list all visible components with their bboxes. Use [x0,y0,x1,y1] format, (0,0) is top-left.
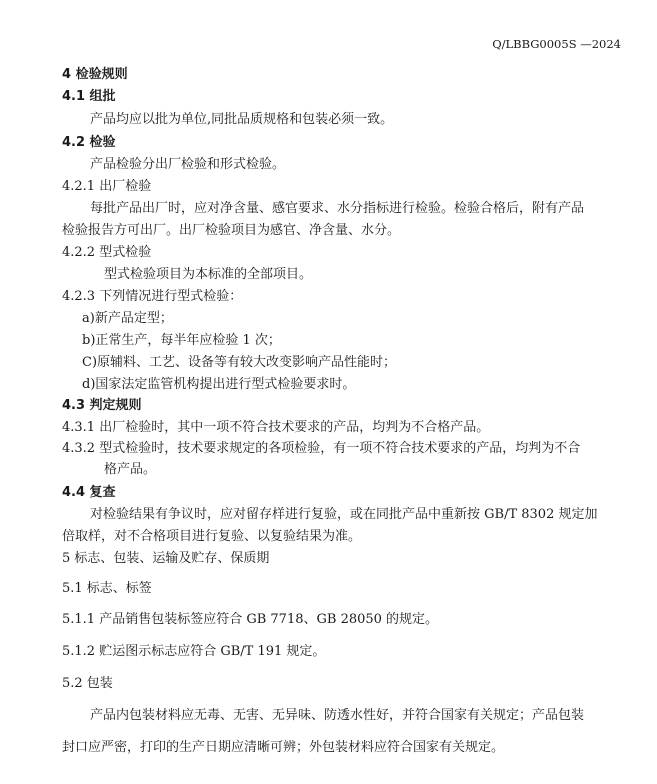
paragraph-line: 检验报告方可出厂。出厂检验项目为感官、净含量、水分。 [62,223,401,238]
standard-code: Q/LBBG0005S —2024 [492,37,621,51]
section-5-heading: 5 标志、包装、运输及贮存、保质期 [62,551,270,566]
section-5-1-heading: 5.1 标志、标签 [62,581,152,596]
subsection-4-2-1: 4.2.1 出厂检验 [62,179,152,194]
paragraph-line: 型式检验项目为本标准的全部项目。 [104,267,313,282]
section-4-2-heading: 4.2 检验 [62,135,116,150]
subsection-4-3-1: 4.3.1 出厂检验时，其中一项不符合技术要求的产品，均判为不合格产品。 [62,420,490,435]
paragraph-line: 格产品。 [104,462,157,477]
section-4-3-heading: 4.3 判定规则 [62,398,142,413]
paragraph-line: 每批产品出厂时，应对净含量、感官要求、水分指标进行检验。检验合格后，附有产品 [90,201,585,216]
section-4-4-heading: 4.4 复查 [62,485,116,500]
subsection-4-3-2: 4.3.2 型式检验时，技术要求规定的各项检验，有一项不符合技术要求的产品，均判为不合 [62,441,581,456]
subsection-5-1-2: 5.1.2 贮运图示标志应符合 GB/T 191 规定。 [62,644,326,659]
list-item: a)新产品定型； [82,311,173,326]
paragraph-line: 封口应严密，打印的生产日期应清晰可辨；外包装材料应符合国家有关规定。 [62,740,505,755]
section-4-1-heading: 4.1 组批 [62,89,116,104]
paragraph-line: 产品内包装材料应无毒、无害、无异味、防透水性好，并符合国家有关规定；产品包装 [90,708,585,723]
section-5-2-heading: 5.2 包装 [62,676,113,691]
paragraph-line: 对检验结果有争议时，应对留存样进行复验，或在同批产品中重新按 GB/T 8302 规定加 [90,507,598,522]
paragraph-line: 产品检验分出厂检验和形式检验。 [90,157,286,172]
subsection-4-2-2: 4.2.2 型式检验 [62,245,152,260]
subsection-4-2-3: 4.2.3 下列情况进行型式检验： [62,289,243,304]
section-4-heading: 4 检验规则 [62,67,128,82]
list-item: d)国家法定监管机构提出进行型式检验要求时。 [82,377,356,392]
list-item: C)原辅料、工艺、设备等有较大改变影响产品性能时； [82,355,397,370]
paragraph-line: 产品均应以批为单位,同批品质规格和包装必须一致。 [90,112,394,127]
paragraph-line: 倍取样，对不合格项目进行复验、以复验结果为准。 [62,529,362,544]
list-item: b)正常生产，每半年应检验 1 次； [82,333,281,348]
subsection-5-1-1: 5.1.1 产品销售包装标签应符合 GB 7718、GB 28050 的规定。 [62,612,439,627]
